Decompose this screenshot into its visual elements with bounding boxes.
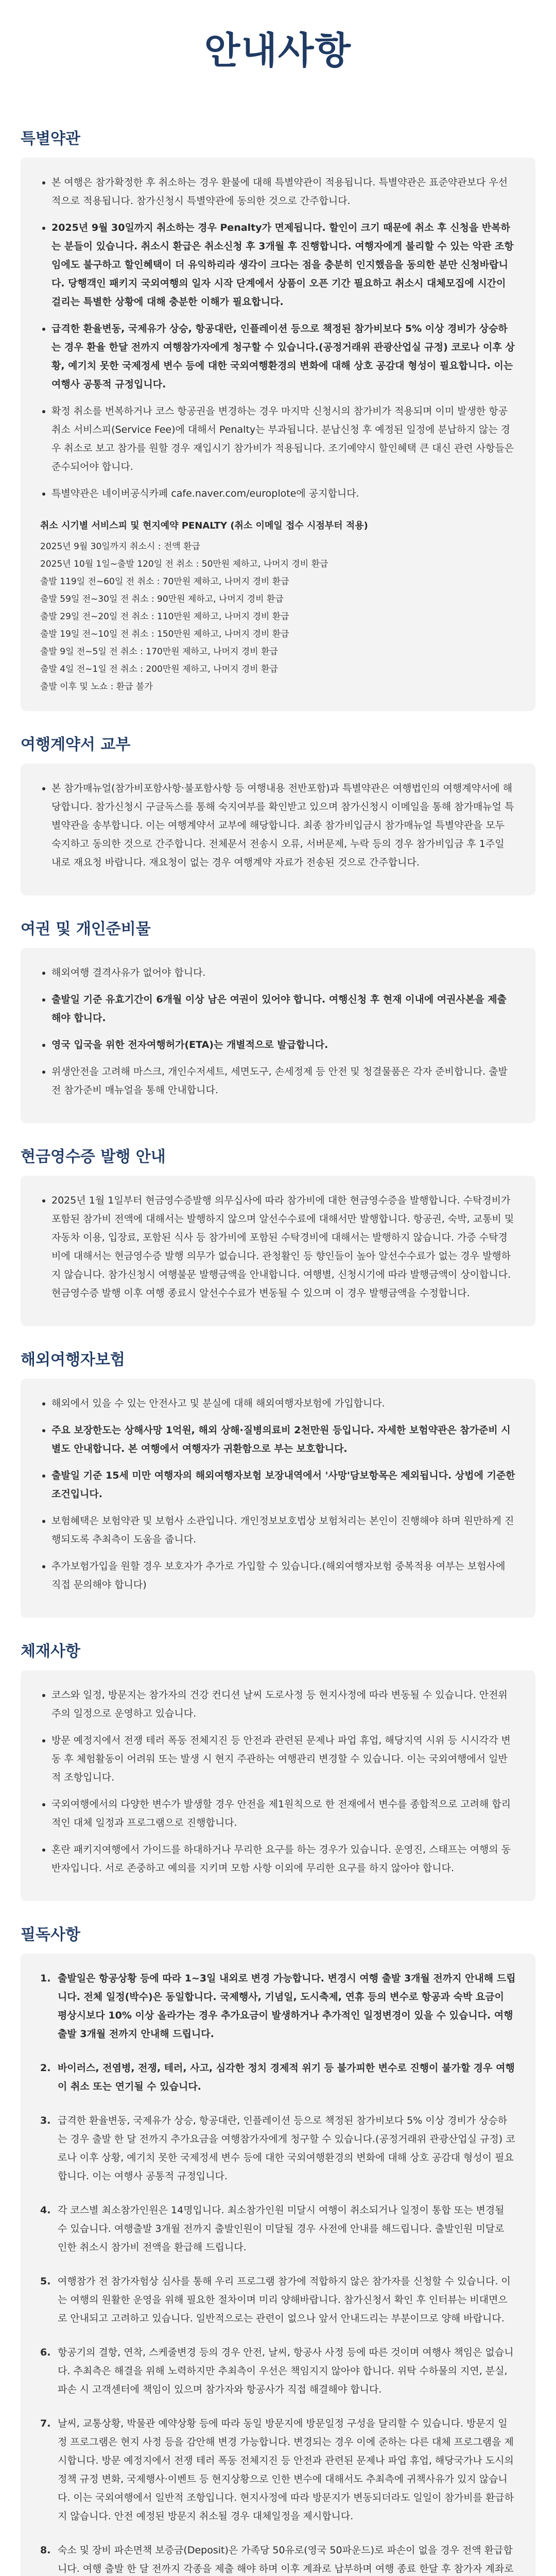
item-text: 바이러스, 전염병, 전쟁, 테러, 사고, 심각한 정치 경제적 위기 등 불가피한 변수로 진행이 불가할 경우 여행이 취소 또는 연기될 수 있습니다.: [58, 2062, 515, 2092]
list-item: • 출발일 기준 유효기간이 6개월 이상 남은 여권이 있어야 합니다. 여행신청 후 현재 이내에 여권사본을 제출해야 합니다.: [51, 990, 516, 1027]
item-text: 항공기의 결항, 연착, 스케줄변경 등의 경우 안전, 날씨, 항공사 사정 등에 따른 것이며 여행사 책임은 없습니다. 추최측은 해결을 위해 노력하지만 추최측이 우선은 책임지지 않아야 합니다. 위탁 수하물의 지연, 분실, 파손 시 고객센터에 책임이 있으며 참가자와 항공사가 직접 해결해야 합니다.: [58, 2347, 514, 2395]
list-item: • 보험혜택은 보험약관 및 보험사 소관입니다. 개인정보보호법상 보험처리는 본인이 진행해야 하며 원만하게 진행되도록 추최측이 도움을 줍니다.: [51, 1512, 516, 1549]
section-travel-contract: [0, 732, 556, 895]
section-box: [21, 158, 535, 711]
section-safety: [0, 1638, 556, 1901]
list-item: • 추가보험가입을 원할 경우 보호자가 추가로 가입할 수 있습니다.(해외여행자보험 중복적용 여부는 보험사에 직접 문의해야 합니다): [51, 1557, 516, 1594]
list-item: • 국외여행에서의 다양한 변수가 발생할 경우 안전을 제1원칙으로 한 전재에서 변수를 종합적으로 고려해 합리적인 대체 일정과 프로그램으로 진행합니다.: [51, 1795, 516, 1832]
refund-schedule-title: 취소 시기별 서비스피 및 현지예약 PENALTY (취소 이메일 접수 시점부터 적용): [40, 520, 368, 531]
list-item: • 본 여행은 참가확정한 후 취소하는 경우 환불에 대해 특별약관이 적용됩니다. 특별약관은 표준약관보다 우선적으로 적용됩니다. 참가신청시 특별약관에 동의한 것으로 간주합니다.: [51, 173, 516, 210]
section-title: 필독사항: [21, 1926, 80, 1944]
item-number: 1.: [40, 1973, 51, 1984]
list-item: • 본 참가매뉴얼(참가비포함사항·불포함사항 등 여행내용 전반포함)과 특별약관은 여행법인의 여행계약서에 해당합니다. 참가신청시 구글독스를 통해 숙지여부를 확인받고 있으며 참가신청시 이메일을 통해 참가매뉴얼 특별약관을 송부합니다. 이는 여행계약서 교부에 해당합니다. 최종 참가비입금시 참가매뉴얼 특별약관을 모두 숙지하고 동의한 것으로 간주합니다. 전체문서 전송시 오류, 서버문제, 누락 등의 경우 참가비입금 후 1주일 내로 재요청 바랍니다. 재요청이 없는 경우 여행계약 자료가 전송된 것으로 간주합니다.: [51, 779, 516, 872]
list-item: • 코스와 일정, 방문지는 참가자의 건강 컨디션 날씨 도로사정 등 현지사정에 따라 변동될 수 있습니다. 안전위주의 일정으로 운영하고 있습니다.: [51, 1686, 516, 1723]
item-number: 7.: [40, 2418, 51, 2429]
list-item: • 해외에서 있을 수 있는 안전사고 및 분실에 대해 해외여행자보험에 가입합니다.: [51, 1394, 516, 1413]
page-header: [0, 0, 556, 105]
bullet-list: [40, 1686, 516, 1877]
list-item: • 주요 보장한도는 상해사망 1억원, 해외 상해·질병의료비 2천만원 등입니다. 자세한 보험약관은 참가준비 시 별도 안내합니다. 본 여행에서 여행자가 귀환함으로 부는 보호합니다.: [51, 1421, 516, 1458]
list-item: • 출발일 기준 15세 미만 여행자의 해외여행자보험 보장내역에서 '사망'담보항목은 제외됩니다. 상법에 기준한 조건입니다.: [51, 1466, 516, 1503]
numbered-list: [40, 1969, 516, 2576]
bullet-list: [40, 779, 516, 872]
list-item: [40, 2414, 516, 2526]
section-special-terms: [0, 126, 556, 711]
section-passport: [0, 916, 556, 1123]
list-item: [40, 2343, 516, 2399]
section-insurance: [0, 1347, 556, 1618]
refund-row: 2025년 9월 30일까지 취소시 : 전액 환급: [40, 541, 200, 552]
item-number: 3.: [40, 2115, 51, 2126]
list-item: • 확정 취소를 번복하거나 코스 항공권을 변경하는 경우 마지막 신청시의 참가비가 적용되며 이미 발생한 항공취소 서비스피(Service Fee)에 대해서 Penalty는 부과됩니다. 분납신청 후 예정된 일정에 분납하지 않는 경우 취소로 보고 참가를 원할 경우 재입시기 참가비가 적용됩니다. 조기예약시 할인혜택 큰 대신 관련 사항들은 준수되어야 합니다.: [51, 402, 516, 476]
bullet-list: [40, 1394, 516, 1594]
list-item: [40, 2541, 516, 2576]
bullet-list: [40, 1191, 516, 1302]
list-item: • 방문 예정지에서 전쟁 테러 폭동 전체지진 등 안전과 관련된 문제나 파업 휴업, 해당지역 시위 등 시시각각 변동 후 체험활동이 어려워 또는 발생 시 현지 주관하는 여행관리 변경할 수 있습니다. 이는 국외여행에서 일반적 조항입니다.: [51, 1731, 516, 1787]
item-text: 급격한 환율변동, 국제유가 상승, 항공대란, 인플레이션 등으로 책정된 참가비보다 5% 이상 경비가 상승하는 경우 출발 한 달 전까지 추가요금을 여행참가자에게 청구할 수 있습니다.(공정거래위 관광산업실 규정) 코로나 이후 상황, 예기치 못한 국제정세 변수 등에 대한 국외여행환경의 변화에 대해 상호 공감대 형성이 필요합니다. 이는 여행사 공통적 규정입니다.: [58, 2115, 515, 2182]
item-text: 날씨, 교통상황, 박물관 예약상황 등에 따라 동일 방문지에 방문일정 구성을 달리할 수 있습니다. 방문지 일정 프로그램은 현지 사정 등을 감안해 변경 가능합니다. 변경되는 경우 이에 준하는 다른 대체 프로그램을 제시합니다. 방문 예정지에서 전쟁 테러 폭동 전체지진 등 안전과 관련된 문제나 파업 휴업, 해당국가나 도시의 정책 규정 변화, 국제행사·이벤트 등 현지상황으로 인한 변수에 대해서도 추최측에 귀책사유가 있지 않습니다. 이는 국외여행에서 일반적 조항입니다. 현지사정에 따라 방문지가 변동되더라도 일일이 참가비를 환급하지 않습니다. 안전 예정된 방문지 취소될 경우 대체일정을 제시합니다.: [58, 2418, 514, 2522]
bullet-list: [40, 173, 516, 503]
list-item: • 2025년 9월 30일까지 취소하는 경우 Penalty가 면제됩니다. 할인이 크기 때문에 취소 후 신청을 반복하는 분들이 있습니다. 취소시 환급은 취소신청 후 3개월 후 진행합니다. 여행자에게 불리할 수 있는 악관 조항임에도 불구하고 할인혜택이 더 유익하리라 생각이 크다는 점을 충분히 인지했음을 동의한 분만 신청바랍니다. 당행객인 패키지 국외여행의 일자 시작 단계에서 상품이 오픈 기간 필요하고 취소시 대체모집에 시간이 걸리는 특별한 상황에 대해 충분한 이해가 필요합니다.: [51, 218, 516, 311]
section-title: 해외여행자보험: [21, 1351, 125, 1369]
section-box: [21, 764, 535, 895]
section-box: [21, 1176, 535, 1326]
list-item: [40, 2059, 516, 2096]
list-item: [40, 2111, 516, 2185]
refund-row: 출발 4일 전~1일 전 취소 : 200만원 제하고, 나머지 경비 환급: [40, 664, 278, 674]
section-box: [21, 1379, 535, 1618]
section-notes: [0, 1922, 556, 2576]
list-item: • 위생안전을 고려해 마스크, 개인수저세트, 세면도구, 손세정제 등 안전 및 청결물품은 각자 준비합니다. 출발 전 참가준비 매뉴얼을 통해 안내합니다.: [51, 1062, 516, 1099]
list-item: [40, 2201, 516, 2257]
item-text: 여행참가 전 참가자험상 심사를 통해 우리 프로그램 참가에 적합하지 않은 참가자를 신청할 수 있습니다. 이는 여행의 원활한 운영을 위해 필요한 절차이며 미리 양해바랍니다. 참가신청서 확인 후 인터뷰는 비대면으로 안내되고 고려하고 있습니다. 일반적으로는 관련이 없으나 앞서 안내드리는 부분이므로 양해 바랍니다.: [58, 2276, 511, 2324]
bullet-list: [40, 963, 516, 1099]
list-item: • 특별약관은 네이버공식카페 cafe.naver.com/europlote에 공지합니다.: [51, 484, 516, 503]
item-number: 4.: [40, 2205, 51, 2216]
item-number: 5.: [40, 2276, 51, 2287]
section-box: [21, 1670, 535, 1901]
refund-row: 출발 19일 전~10일 전 취소 : 150만원 제하고, 나머지 경비 환급: [40, 629, 289, 639]
list-item: [40, 2272, 516, 2328]
item-number: 6.: [40, 2347, 51, 2358]
section-receipt: [0, 1144, 556, 1326]
list-item: • 해외여행 결격사유가 없어야 합니다.: [51, 963, 516, 982]
page-title: 안내사항: [204, 29, 352, 72]
refund-list: [40, 538, 516, 696]
list-item: • 급격한 환율변동, 국제유가 상승, 항공대란, 인플레이션 등으로 책정된 참가비보다 5% 이상 경비가 상승하는 경우 환율 한달 전까지 여행참가자에게 청구할 수 있습니다.(공정거래위 관광산업실 규정) 코로나 이후 상황, 예기치 못한 국제정세 변수 등에 대한 국외여행환경의 변화에 대해 상호 공감대 형성이 필요합니다. 이는 여행사 공통적 규정입니다.: [51, 319, 516, 394]
section-box: [21, 1954, 535, 2576]
item-number: 2.: [40, 2062, 51, 2074]
refund-row: 출발 119일 전~60일 전 취소 : 70만원 제하고, 나머지 경비 환급: [40, 577, 289, 587]
item-text: 숙소 및 장비 파손면책 보증금(Deposit)은 가족당 50유로(영국 50파운드)로 파손이 없을 경우 전액 환급합니다. 여행 출발 한 달 전까지 각종을 제출 해야 하며 이후 계좌로 납부하며 여행 종료 한달 후 참가자 계좌로: [58, 2545, 514, 2574]
refund-schedule: [40, 517, 516, 696]
list-item: [40, 1969, 516, 2043]
item-text: 출발일은 항공상황 등에 따라 1~3일 내외로 변경 가능합니다. 변경시 여행 출발 3개월 전까지 안내해 드립니다. 전체 일정(박수)은 동일합니다. 국제행사, 기념일, 도시축제, 연휴 등의 변수로 항공과 숙박 요금이 평상시보다 10% 이상 올라가는 경우 추가요금이 발생하거나 추가적인 일정변경이 있을 수 있습니다. 여행 출발 3개월 전까지 안내해 드립니다.: [58, 1973, 516, 2040]
section-title: 특별약관: [21, 130, 80, 148]
section-box: [21, 948, 535, 1123]
section-title: 현금영수증 발행 안내: [21, 1148, 166, 1166]
item-text: 각 코스별 최소참가인원은 14명입니다. 최소참가인원 미달시 여행이 취소되거나 일정이 통합 또는 변경될 수 있습니다. 여행출발 3개월 전까지 출발인원이 미달될 경우 사전에 안내를 해드립니다. 출발인원 미달로 인한 취소시 참가비 전액을 환급해 드립니다.: [58, 2205, 505, 2253]
list-item: • 혼란 패키지여행에서 가이드를 하대하거나 무리한 요구를 하는 경우가 있습니다. 운영진, 스태프는 여행의 동반자입니다. 서로 존중하고 예의를 지키며 모함 사항 이외에 무리한 요구를 하지 않아야 합니다.: [51, 1840, 516, 1877]
refund-row: 출발 29일 전~20일 전 취소 : 110만원 제하고, 나머지 경비 환급: [40, 612, 289, 622]
item-number: 8.: [40, 2545, 51, 2556]
refund-row: 출발 59일 전~30일 전 취소 : 90만원 제하고, 나머지 경비 환급: [40, 594, 284, 604]
list-item: • 영국 입국을 위한 전자여행허가(ETA)는 개별적으로 발급합니다.: [51, 1036, 516, 1054]
section-title: 여행계약서 교부: [21, 736, 131, 754]
list-item: • 2025년 1월 1일부터 현금영수증발행 의무십사에 따라 참가비에 대한 현금영수증을 발행합니다. 수탁경비가 포함된 참가비 전액에 대해서는 발행하지 않으며 알선수수료에 대해서만 발행합니다. 항공권, 숙박, 교통비 및 자동차 이용, 입장료, 포함된 식사 등 참가비에 포함된 수탁경비에 대해서는 발행하지 않습니다. 가증 수탁경비에 대해서는 현금영수증 발행 의무가 없습니다. 관청활인 등 향인들이 높아 알선수수료가 없는 경우 발행하지 않습니다. 참가신청시 여행불문 발행금액을 안내합니다. 여행별, 신청시기에 따라 발행금액이 상이합니다. 현금영수증 발행 이후 여행 종료시 알선수수료가 변동될 수 있으며 이 경우 발행금액을 수정합니다.: [51, 1191, 516, 1302]
refund-row: 출발 이후 및 노쇼 : 환급 불가: [40, 682, 153, 692]
section-title: 여권 및 개인준비물: [21, 920, 151, 938]
refund-row: 출발 9일 전~5일 전 취소 : 170만원 제하고, 나머지 경비 환급: [40, 647, 278, 657]
refund-row: 2025년 10월 1일~출발 120일 전 취소 : 50만원 제하고, 나머지 경비 환급: [40, 559, 328, 569]
section-title: 체재사항: [21, 1642, 80, 1660]
